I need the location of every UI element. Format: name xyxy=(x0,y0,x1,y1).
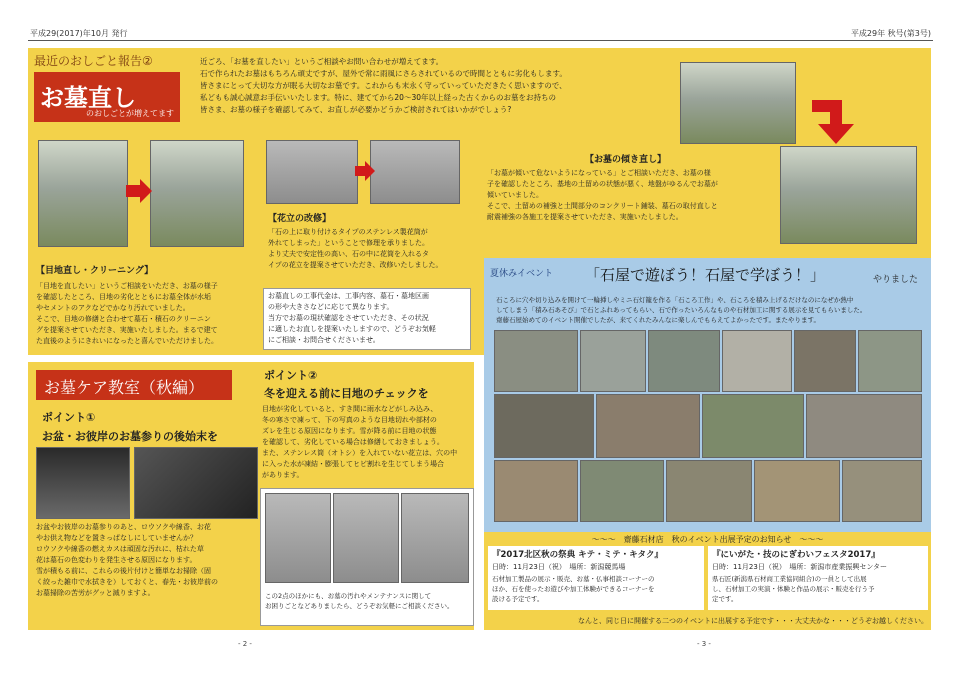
notice-left-date: 日時：11月23日（祝） 場所：新潟競馬場 xyxy=(492,563,626,571)
tilt-after-photo xyxy=(780,146,917,244)
event-photo-10 xyxy=(806,394,922,458)
notice-right-card xyxy=(708,546,928,610)
event-photo-9 xyxy=(702,394,804,458)
care-point1-heading: ポイント① xyxy=(42,411,96,424)
event-text: 石ころに穴や切り込みを開けて一輪挿しやミニ石灯籠を作る「石ころ工作」や、石ころを積み上げるだけなのになぜか熱中 してしまう「積み石あそび」で石とふれあってもらい、石で作ったいろんなものや石材加工に関する展示を見てもらいました。 齋藤石屋始めてのイベント開催でしたが、来てくれたみんなに楽しんでもらえてよかったです。またやります。 xyxy=(496,296,867,324)
joint-heading: 【目地直し・クリーニング】 xyxy=(36,266,154,276)
care-point2-heading: ポイント② xyxy=(264,369,318,382)
notice-title: ～～～ 齋藤石材店 秋のイベント出展予定のお知らせ ～～～ xyxy=(591,535,824,544)
vase-before-photo xyxy=(266,140,358,204)
event-photo-15 xyxy=(842,460,922,522)
care-point2-photo-b xyxy=(333,493,399,583)
vase-heading: 【花立の改修】 xyxy=(268,214,332,224)
event-photo-6 xyxy=(858,330,922,392)
vase-text: 「石の上に取り付けるタイプのステンレス製花筒が 外れてしまった」ということで修理を承りました。 より丈夫で安定性の高い、石の中に花筒を入れるタ イプの花立を提案させていただき、改修いたしました。 xyxy=(268,228,443,269)
event-tag: 夏休みイベント xyxy=(490,269,554,279)
vase-after-photo xyxy=(370,140,460,204)
event-photo-7 xyxy=(494,394,594,458)
care-point1-text: お盆やお彼岸のお墓参りのあと、ロウソクや線香、お花 やお供え物などを置きっぱなしにしていませんか？ ロウソクや線香の燃えカスは頑固な汚れに、枯れた草 花は墓石の色変わりを発生させる原因になります。 雪が積もる前に、これらの後片付けと簡単なお掃除（固 く絞った雑巾で水拭きを）しておくと、春先・お彼岸前の お墓掃除の苦労がグッと減りますよ。 xyxy=(36,523,218,597)
event-photo-4 xyxy=(722,330,792,392)
tilt-before-photo xyxy=(680,62,796,144)
issue-date: 平成29(2017)年10月 発行 xyxy=(30,29,128,38)
notice-right-title: 『にいがた・技のにぎわいフェスタ2017』 xyxy=(712,550,880,560)
report-title-box xyxy=(34,72,180,122)
report-title: お墓直し xyxy=(40,84,136,112)
notice-left-title: 『2017北区秋の祭典 キテ・ミテ・キタク』 xyxy=(492,550,664,560)
notice-left-text: 石材加工製品の展示・販売、お墓・仏事相談コーナーの ほか、石を使ったお遊びや加工体験ができるコーナーを 設ける予定です。 xyxy=(492,575,655,603)
event-photo-8 xyxy=(596,394,700,458)
event-photo-2 xyxy=(580,330,646,392)
event-suffix: やりました xyxy=(873,275,919,285)
vase-arrow-icon xyxy=(354,160,376,182)
care-point2-photo-panel xyxy=(260,488,474,626)
report-intro: 近ごろ、「お墓を直したい」というご相談やお問い合わせが増えてます。 石で作られたお墓はもちろん頑丈ですが、屋外で常に雨風にさらされているので時間とともに劣化もします。 皆さまにとって大切な方が眠る大切なお墓です。これからも末永く守っていっていただきたく思いますので、 私どもも誠心誠意お手伝いいたします。特に、建ててから20～30年以上経った古くからのお墓をお持ちの 皆さま、お墓の様子を確認してみて、お直しが必要かどうかご検討されてはいかがでしょう? xyxy=(200,57,567,114)
event-photo-12 xyxy=(580,460,664,522)
joint-after-photo xyxy=(150,140,244,247)
event-photo-1 xyxy=(494,330,578,392)
joint-before-photo xyxy=(38,140,128,247)
cost-notice: お墓直しの工事代金は、工事内容、墓石・墓地区画 の形や大きさなどに応じて異なります。 当方でお墓の現状確認をさせていただき、その状況 に適したお直しを提案いたしますので、どうぞお気軽 にご相談・お問合せくださいませ。 xyxy=(263,288,471,350)
event-photo-3 xyxy=(648,330,720,392)
care-point2-caption: この2点のほかにも、お墓の汚れやメンテナンスに関して お困りごとなどありましたら、どうぞお気軽にご相談ください。 xyxy=(265,592,454,610)
care-point1-photo-b xyxy=(134,447,258,519)
care-point2-subtitle: 冬を迎える前に目地のチェックを xyxy=(264,387,429,400)
notice-left-card xyxy=(488,546,704,610)
joint-arrow-icon xyxy=(124,178,154,204)
page-number-left: - 2 - xyxy=(238,640,252,648)
care-title-box xyxy=(36,370,232,400)
event-title: 「石屋で遊ぼう！石屋で学ぼう！」 xyxy=(585,266,826,284)
header-rule xyxy=(28,40,933,41)
care-point2-photo-a xyxy=(265,493,331,583)
tilt-heading: 【お墓の傾き直し】 xyxy=(585,155,667,165)
care-point2-photo-c xyxy=(401,493,469,583)
care-point1-subtitle: お盆・お彼岸のお墓参りの後始末を xyxy=(42,430,218,443)
issue-number: 平成29年 秋号(第3号) xyxy=(850,29,931,38)
event-photo-grid xyxy=(494,330,924,528)
tilt-arrow-icon xyxy=(808,90,868,150)
tilt-text: 「お墓が傾いて危ないようになっている」とご相談いただき、お墓の様 子を確認したところ、基地の土留めの状態が悪く、地盤がゆるんでお墓が 傾いていました。 そこで、土留めの補強と土間部分のコンクリート鋪装、墓石の取付直しと 耐震補強の各施工を提案させていただき、実施いたしました。 xyxy=(487,169,718,221)
care-title: お墓ケア教室（秋編） xyxy=(44,378,205,397)
report-section-label: 最近のおしごと報告② xyxy=(34,54,153,68)
care-point1-photo-a xyxy=(36,447,130,519)
notice-right-date: 日時：11月23日（祝） 場所：新潟市産業振興センター xyxy=(712,563,888,571)
page-number-right: - 3 - xyxy=(697,640,711,648)
care-point2-text: 目地が劣化していると、すき間に雨水などがしみ込み、 冬の寒さで凍って、下の写真のような目地切れや部材の ズレを生じる原因になります。雪が降る前に目地の状態 を確認して、劣化している場合は修繕しておきましょう。 また、ステンレス筒（オトシ）を入れていない花立は、穴の中 に入った水が凍結・膨張してヒビ割れを生じてしまう場合 があります。 xyxy=(262,405,458,479)
event-photo-5 xyxy=(794,330,856,392)
notice-footer: なんと、同じ日に開催する二つのイベントに出展する予定です・・・大丈夫かな・・・どうぞお越しください。 xyxy=(578,617,928,625)
notice-right-text: 県石匠(新潟県石材商工業協同組合)の一員として出展 し、石材加工の実演・体験と作品の展示・販売を行う予 定です。 xyxy=(712,575,875,603)
event-photo-13 xyxy=(666,460,752,522)
joint-text: 「目地を直したい」というご相談をいただき、お墓の様子 を確認したところ、目地の劣化とともにお墓全体が水垢 やセメントのアクなどでかなり汚れていました。 そこで、目地の修繕と合わせて墓石・積石のクリーニン グを提案させていただき、実施いたしました。まるで建て た直後のようにきれいになったと喜んでいただけました。 xyxy=(36,282,218,345)
report-subtitle: のおしごとが増えてます xyxy=(86,109,174,118)
event-photo-14 xyxy=(754,460,840,522)
event-photo-11 xyxy=(494,460,578,522)
